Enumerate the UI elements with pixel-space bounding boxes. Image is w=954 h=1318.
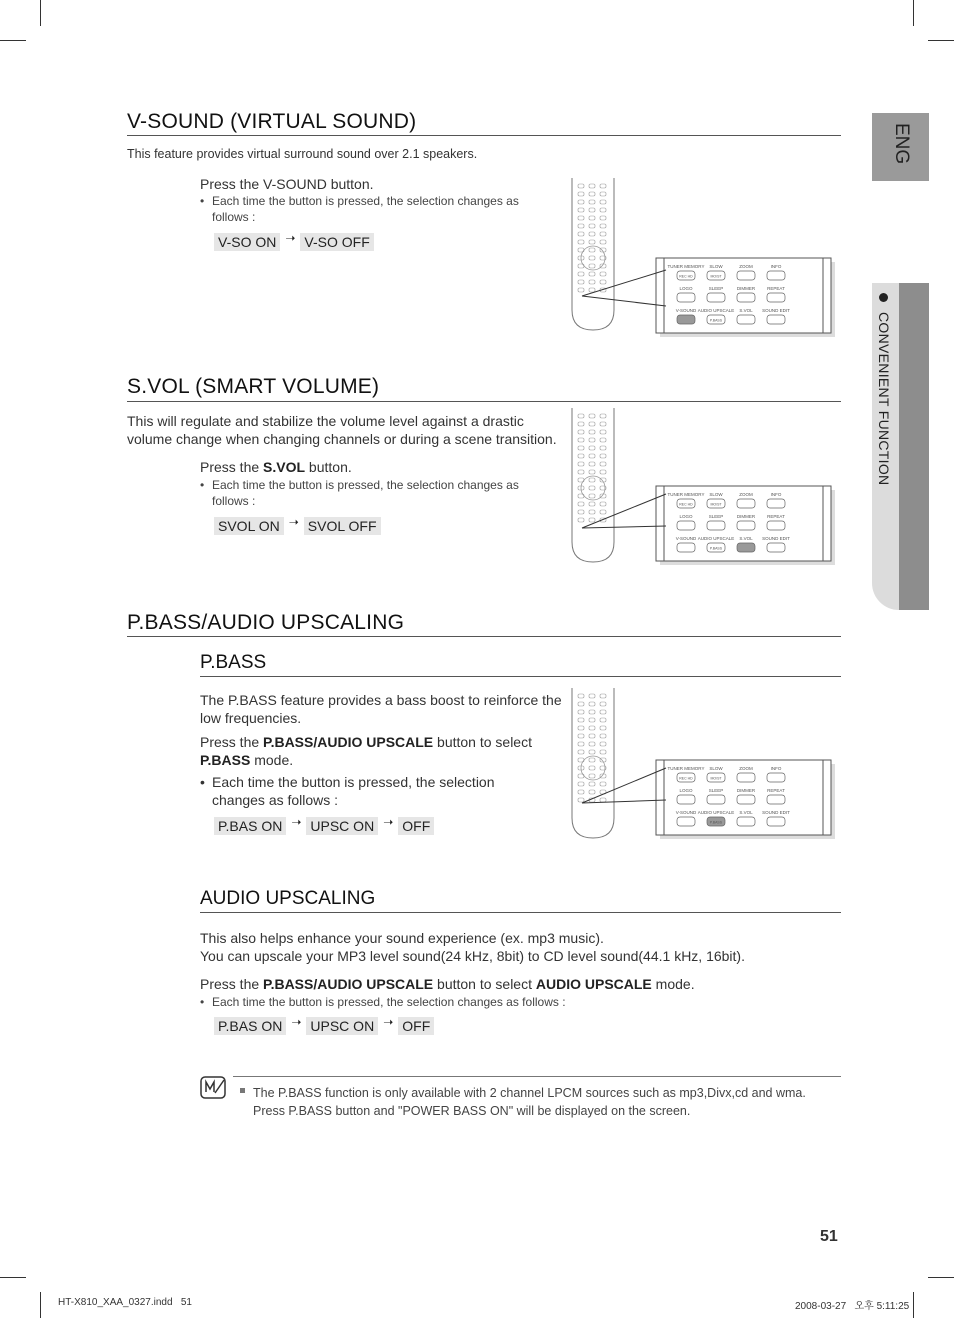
key-label: REPEAT — [767, 514, 785, 519]
crop-mark — [0, 1277, 26, 1278]
button-name: P.BASS/AUDIO UPSCALE — [263, 734, 434, 750]
footer-left: HT-X810_XAA_0327.indd 51 — [58, 1297, 192, 1308]
key-label: V-SOUND — [675, 810, 697, 815]
pbass-press — [200, 733, 532, 769]
desc-line: You can upscale your MP3 level sound(24 kHz, 8bit) to CD level sound(44.1 kHz, 16bit). — [200, 948, 745, 964]
remote-button — [677, 817, 695, 826]
text: button to select — [433, 734, 532, 750]
pbass-section-title: P.BASS/AUDIO UPSCALING — [127, 611, 405, 634]
key-label: ZOOM — [739, 492, 753, 497]
remote-button — [767, 795, 785, 804]
text: Press the — [200, 734, 264, 750]
bullet-dot: • — [200, 478, 205, 492]
crop-mark — [913, 0, 914, 26]
key-label: ZOOM — [739, 766, 753, 771]
text: button to select — [433, 976, 536, 992]
pbass-desc — [200, 691, 562, 727]
key-label: SLOW — [709, 492, 723, 497]
vsound-title: V-SOUND (VIRTUAL SOUND) — [127, 110, 417, 133]
key-label: S.VOL — [739, 810, 753, 815]
remote-button — [737, 499, 755, 508]
language-label: ENG — [891, 123, 912, 165]
crop-mark — [40, 1292, 41, 1318]
vsound-intro: This feature provides virtual surround sound over 2.1 speakers. — [127, 147, 478, 161]
remote-button — [767, 773, 785, 782]
remote-button — [737, 271, 755, 280]
desc-line: This also helps enhance your sound experience (ex. mp3 music). — [200, 930, 604, 946]
bullet-dot: • — [200, 995, 205, 1009]
remote-illustration-svol — [568, 408, 844, 570]
remote-button — [767, 499, 785, 508]
key-label: LOGO — [679, 788, 693, 793]
key-label: V-SOUND — [675, 536, 697, 541]
key-label: REC HD — [679, 274, 693, 279]
arrow-right-icon: ➝ — [383, 1015, 394, 1029]
key-label: SOUND EDIT — [762, 536, 790, 541]
remote-button — [767, 293, 785, 302]
key-label: REC HD — [679, 776, 693, 781]
crop-mark — [928, 1277, 954, 1278]
divider — [127, 401, 841, 402]
note-square-bullet — [240, 1088, 245, 1093]
svol-sequence — [214, 517, 381, 535]
crop-mark — [928, 40, 954, 41]
remote-button — [767, 521, 785, 530]
remote-button — [767, 315, 785, 324]
key-label: SLEEP — [708, 514, 724, 519]
text: button. — [305, 459, 352, 475]
key-label: TUNER MEMORY — [667, 766, 705, 771]
remote-button — [677, 795, 695, 804]
key-label: LOGO — [679, 514, 693, 519]
section-bullet-icon — [879, 293, 888, 302]
desc-line: The P.BASS feature provides a bass boost to reinforce the — [200, 692, 562, 708]
desc-line: low frequencies. — [200, 710, 302, 726]
mode-name: AUDIO UPSCALE — [535, 976, 652, 992]
remote-button — [737, 315, 755, 324]
remote-button — [767, 271, 785, 280]
key-label: P.BASS — [709, 318, 723, 323]
svol-title: S.VOL (SMART VOLUME) — [127, 375, 380, 398]
seq-item: OFF — [398, 817, 434, 835]
seq-item: P.BAS ON — [214, 1017, 286, 1035]
key-label: SOUND EDIT — [762, 810, 790, 815]
text: mode. — [651, 976, 695, 992]
text: mode. — [250, 752, 294, 768]
upscaling-title: AUDIO UPSCALING — [200, 888, 376, 909]
key-label: SLEEP — [708, 286, 724, 291]
remote-illustration-pbass — [568, 688, 844, 846]
bullet-text: Each time the button is pressed, the selection changes as follows : — [212, 774, 495, 808]
intro-line: volume change when changing channels or during a scene transition. — [127, 431, 557, 447]
vsound-sequence — [214, 233, 374, 251]
remote-button — [707, 521, 725, 530]
bullet-dot: • — [200, 774, 205, 790]
arrow-right-icon: ➝ — [288, 515, 299, 529]
remote-button — [707, 795, 725, 804]
key-label: REPEAT — [767, 788, 785, 793]
key-label: AUDIO UPSCALE — [697, 810, 735, 815]
divider — [200, 912, 841, 913]
remote-button — [677, 543, 695, 552]
key-label: P.BASS — [709, 820, 723, 825]
upscaling-press — [200, 975, 695, 993]
footer-right: 2008-03-27 오후 5:11:25 — [795, 1301, 910, 1312]
bullet-dot: • — [200, 194, 205, 208]
note-divider — [233, 1076, 841, 1077]
divider — [127, 636, 841, 637]
note-line: The P.BASS function is only available with 2 channel LPCM sources such as mp3,Divx,cd and wma. — [253, 1086, 806, 1100]
seq-item: UPSC ON — [306, 817, 378, 835]
divider — [127, 135, 841, 136]
remote-button — [677, 315, 695, 324]
remote-button — [707, 293, 725, 302]
key-label: MO/ST — [710, 274, 722, 279]
seq-item: P.BAS ON — [214, 817, 286, 835]
remote-button — [737, 795, 755, 804]
arrow-right-icon: ➝ — [291, 1015, 302, 1029]
pbass-sequence — [214, 817, 434, 835]
key-label: TUNER MEMORY — [667, 264, 705, 269]
remote-button — [737, 543, 755, 552]
key-label: MO/ST — [710, 776, 722, 781]
key-label: AUDIO UPSCALE — [697, 308, 735, 313]
button-name: P.BASS/AUDIO UPSCALE — [263, 976, 434, 992]
seq-item: UPSC ON — [306, 1017, 378, 1035]
section-label: CONVENIENT FUNCTION — [876, 312, 892, 486]
arrow-right-icon: ➝ — [285, 231, 296, 245]
key-label: AUDIO UPSCALE — [697, 536, 735, 541]
page-number: 51 — [820, 1228, 838, 1245]
remote-svg — [568, 408, 844, 570]
remote-button — [737, 817, 755, 826]
divider — [200, 676, 841, 677]
key-label: SLOW — [709, 264, 723, 269]
bullet-text: Each time the button is pressed, the selection changes as follows : — [212, 194, 519, 224]
remote-illustration-vsound — [568, 178, 844, 338]
upscaling-desc — [200, 929, 745, 965]
note-icon — [200, 1076, 228, 1100]
key-label: V-SOUND — [675, 308, 697, 313]
crop-mark — [913, 1292, 914, 1318]
key-label: REC HD — [679, 502, 693, 507]
pbass-title: P.BASS — [200, 652, 267, 673]
key-label: DIMMER — [736, 514, 756, 519]
key-label: P.BASS — [709, 546, 723, 551]
bullet-text: Each time the button is pressed, the selection changes as follows : — [212, 995, 566, 1009]
seq-item: V-SO OFF — [300, 233, 373, 251]
arrow-right-icon: ➝ — [383, 815, 394, 829]
note-line: Press P.BASS button and "POWER BASS ON" will be displayed on the screen. — [253, 1104, 691, 1118]
text: Press the — [200, 976, 264, 992]
key-label: REPEAT — [767, 286, 785, 291]
seq-item: SVOL OFF — [304, 517, 381, 535]
key-label: INFO — [770, 766, 782, 771]
svol-intro — [127, 412, 557, 448]
crop-mark — [40, 0, 41, 26]
section-tab-dark — [899, 283, 929, 610]
remote-button — [767, 543, 785, 552]
remote-button — [677, 293, 695, 302]
key-label: S.VOL — [739, 308, 753, 313]
vsound-press: Press the V-SOUND button. — [200, 176, 374, 192]
remote-svg — [568, 688, 844, 846]
remote-button — [677, 521, 695, 530]
crop-mark — [0, 40, 26, 41]
key-label: LOGO — [679, 286, 693, 291]
svol-press — [200, 458, 352, 476]
key-label: DIMMER — [736, 788, 756, 793]
remote-svg — [568, 178, 844, 338]
key-label: DIMMER — [736, 286, 756, 291]
remote-button — [767, 817, 785, 826]
mode-name: P.BASS — [200, 752, 251, 768]
note-text — [253, 1084, 806, 1120]
key-label: TUNER MEMORY — [667, 492, 705, 497]
seq-item: SVOL ON — [214, 517, 284, 535]
key-label: SOUND EDIT — [762, 308, 790, 313]
remote-button — [737, 773, 755, 782]
language-tab — [872, 113, 929, 181]
remote-button — [737, 293, 755, 302]
seq-item: V-SO ON — [214, 233, 280, 251]
key-label: MO/ST — [710, 502, 722, 507]
upscaling-sequence — [214, 1017, 434, 1035]
remote-button — [737, 521, 755, 530]
key-label: INFO — [770, 264, 782, 269]
button-name: S.VOL — [263, 459, 306, 475]
key-label: ZOOM — [739, 264, 753, 269]
key-label: SLOW — [709, 766, 723, 771]
arrow-right-icon: ➝ — [291, 815, 302, 829]
key-label: S.VOL — [739, 536, 753, 541]
key-label: INFO — [770, 492, 782, 497]
seq-item: OFF — [398, 1017, 434, 1035]
intro-line: This will regulate and stabilize the volume level against a drastic — [127, 413, 524, 429]
bullet-text: Each time the button is pressed, the selection changes as follows : — [212, 478, 519, 508]
key-label: SLEEP — [708, 788, 724, 793]
text: Press the — [200, 459, 264, 475]
